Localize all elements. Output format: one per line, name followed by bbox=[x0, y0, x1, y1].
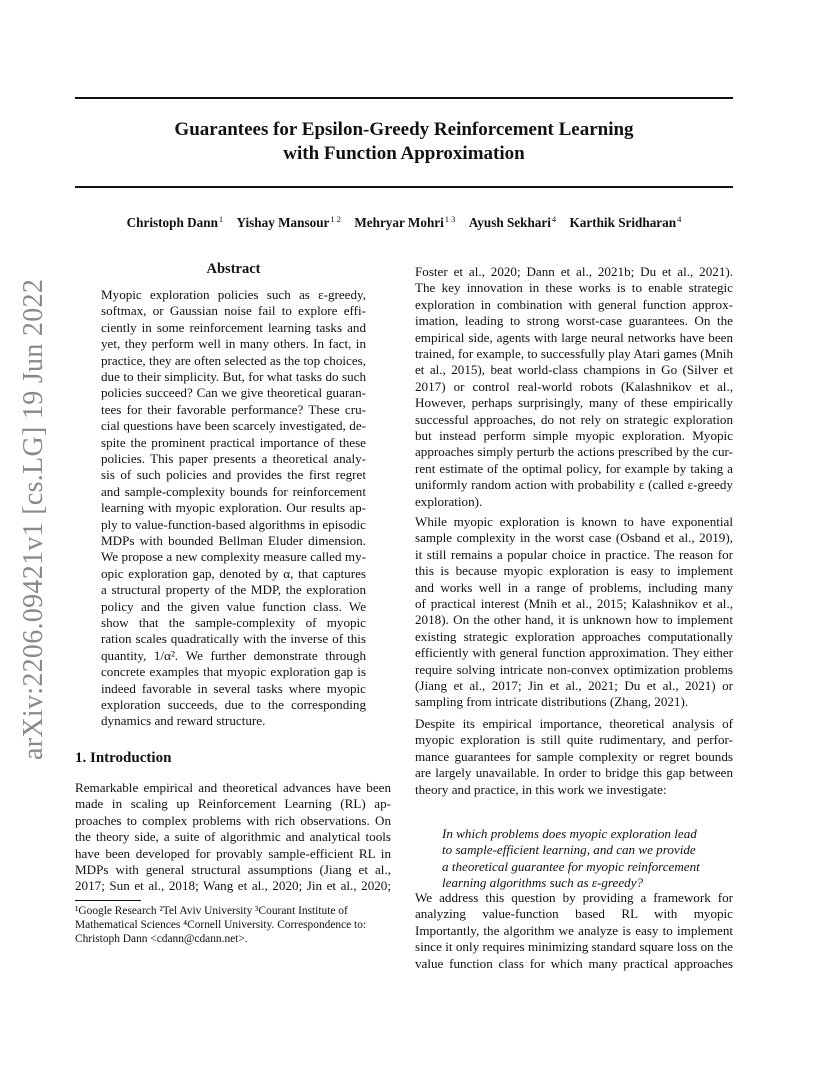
text-line: mance guarantees for sample complexity or regret bounds bbox=[415, 748, 733, 764]
text-line: and sample-complexity bounds for reinforcement bbox=[101, 483, 366, 499]
research-question-quote bbox=[442, 826, 700, 892]
text-line: exploration). bbox=[415, 493, 483, 509]
author: Mehryar Mohri$^{1 3}$ bbox=[354, 214, 456, 231]
footnote-line: Mathematical Sciences ⁴Cornell University. Correspondence to: bbox=[75, 919, 367, 932]
paper-title-line-1: Guarantees for Epsilon-Greedy Reinforcement Learning bbox=[174, 119, 634, 140]
text-line: this is because myopic exploration is easy to implement bbox=[415, 563, 733, 579]
text-line: Foster et al., 2020; Dann et al., 2021b; Du et al., 2021). bbox=[415, 264, 733, 279]
title-rule-bottom bbox=[75, 186, 733, 188]
quote-line: learning algorithms such as ε-greedy? bbox=[442, 875, 644, 891]
arxiv-identifier-stamp: arXiv:2206.09421v1 [cs.LG] 19 Jun 2022 bbox=[18, 278, 49, 760]
affiliation-footnote bbox=[75, 904, 391, 947]
abstract-heading: Abstract bbox=[206, 261, 261, 277]
text-line: Remarkable empirical and theoretical advances have been bbox=[75, 780, 391, 795]
text-line: myopic exploration is still quite rudimentary, and perfor- bbox=[415, 732, 733, 748]
quote-line: In which problems does myopic exploration lead bbox=[442, 826, 697, 841]
author: Yishay Mansour$^{1 2}$ bbox=[236, 214, 342, 231]
text-line: existing strategic exploration approaches computationally bbox=[415, 628, 733, 644]
text-line: The key innovation in these works is to enable strategic bbox=[415, 280, 733, 296]
text-line: policies succeed? Can we give theoretical guaran- bbox=[101, 385, 366, 401]
text-line: imation, leading to strong worst-case guarantees. On the bbox=[415, 313, 733, 329]
text-line: (Jiang et al., 2017; Jin et al., 2021; Du et al., 2021) or bbox=[415, 678, 733, 693]
text-line: 2018). On the other hand, it is unknown how to implement bbox=[415, 612, 733, 628]
text-line: MDPs with bounded Bellman Eluder dimension. bbox=[101, 533, 366, 548]
text-line: However, perhaps surprisingly, many of these empirically bbox=[415, 395, 733, 411]
text-line: are largely unavailable. In order to bridge this gap between bbox=[415, 765, 733, 781]
text-line: softmax, or Gaussian noise fail to explore effi- bbox=[101, 303, 366, 319]
text-line: We propose a new complexity measure called my- bbox=[101, 549, 366, 565]
text-line: ration scales quadratically with the inverse of this bbox=[101, 631, 366, 647]
text-line: exploration succeeds, due to the corresponding bbox=[101, 697, 366, 712]
text-line: rent estimate of the optimal policy, for example by taking a bbox=[415, 460, 733, 476]
text-line: We address this question by providing a framework for bbox=[415, 890, 733, 905]
text-line: tees for their favorable performance? These cru- bbox=[101, 401, 366, 417]
text-line: Importantly, the algorithm we analyze is easy to implement bbox=[415, 922, 733, 938]
text-line: sis of such policies and provides the first regret bbox=[101, 467, 366, 483]
text-line: concrete examples that myopic exploration gap is bbox=[101, 664, 366, 680]
text-line: sample complexity in the worst case (Osband et al., 2019), bbox=[415, 530, 733, 546]
text-line: due to their simplicity. But, for what tasks do such bbox=[101, 369, 366, 384]
introduction-heading: 1. Introduction bbox=[75, 750, 172, 766]
text-line: a structural property of the MDP, the exploration bbox=[101, 582, 366, 598]
text-line: cial questions have been scarcely investigated, de- bbox=[101, 418, 366, 434]
text-line: policies. This paper presents a theoretical analy- bbox=[101, 451, 366, 466]
text-line: Despite its empirical importance, theoretical analysis of bbox=[415, 716, 733, 731]
text-line: empirical side, agents with large neural networks have been bbox=[415, 329, 733, 345]
text-line: it still remains a popular choice in practice. The reason for bbox=[415, 546, 733, 562]
footnote-line: Christoph Dann <cdann@cdann.net>. bbox=[75, 933, 248, 946]
text-line: et al., 2015), beat world-class champions in Go (Silver et bbox=[415, 362, 733, 378]
text-line: analyzing value-function based RL with myopic bbox=[415, 906, 733, 922]
text-line: ply to value-function-based algorithms in episodic bbox=[101, 516, 366, 532]
text-line: spite the prominent practical importance of these bbox=[101, 434, 366, 450]
text-line: ciently in some reinforcement learning tasks and bbox=[101, 319, 366, 335]
text-line: exploration in combination with general function approx- bbox=[415, 296, 733, 312]
text-line: 2017; Sun et al., 2018; Wang et al., 2020; Jin et al., 2020; bbox=[75, 878, 391, 894]
text-line: successful approaches, do not rely on strategic exploration bbox=[415, 411, 733, 427]
text-line: yet, they perform well in many others. In fact, in bbox=[101, 336, 366, 352]
text-line: made in scaling up Reinforcement Learning (RL) ap- bbox=[75, 796, 391, 812]
text-line: but instead perform simple myopic exploration. Myopic bbox=[415, 428, 733, 443]
text-line: trained, for example, to successfully play Atari games (Mnih bbox=[415, 346, 733, 361]
text-line: the theory side, a suite of algorithmic and analytical tools bbox=[75, 829, 391, 845]
footnote-rule bbox=[75, 900, 141, 901]
text-line: sampling from intricate distributions (Zhang, 2021). bbox=[415, 694, 689, 710]
paper-title-line-2: with Function Approximation bbox=[283, 143, 525, 164]
author: Ayush Sekhari$^4$ bbox=[468, 214, 557, 231]
text-line: uniformly random action with probability ε (called ε-greedy bbox=[415, 477, 733, 493]
text-line: efficiently with general function approximation. They either bbox=[415, 645, 733, 661]
text-line: of practical interest (Mnih et al., 2015; Kalashnikov et al., bbox=[415, 596, 733, 611]
text-line: MDPs with general structural assumptions (Jiang et al., bbox=[75, 862, 391, 877]
quote-line: to sample-efficient learning, and can we provide bbox=[442, 842, 696, 858]
text-line: and works well in a range of problems, including many bbox=[415, 579, 733, 595]
quote-line: a theoretical guarantee for myopic reinforcement bbox=[442, 858, 700, 874]
text-line: value function class for which many practical approaches bbox=[415, 955, 733, 971]
text-line: since it only requires minimizing standard square loss on the bbox=[415, 939, 733, 955]
text-line: approaches simply perturb the actions prescribed by the cur- bbox=[415, 444, 733, 460]
author: Christoph Dann$^1$ bbox=[126, 214, 224, 231]
text-line: dynamics and reward structure. bbox=[101, 713, 266, 729]
text-line: require solving intricate non-convex optimization problems bbox=[415, 661, 733, 677]
text-line: indeed favorable in several tasks where myopic bbox=[101, 680, 366, 696]
text-line: Myopic exploration policies such as ε-greedy, bbox=[101, 287, 366, 302]
text-line: practice, they are often selected as the top choices, bbox=[101, 352, 366, 368]
text-line: proaches to complex problems with rich observations. On bbox=[75, 812, 391, 828]
title-rule-top bbox=[75, 97, 733, 99]
text-line: theory and practice, in this work we investigate: bbox=[415, 781, 667, 797]
text-line: opic exploration gap, denoted by α, that captures bbox=[101, 565, 366, 581]
text-line: While myopic exploration is known to have exponential bbox=[415, 514, 733, 529]
text-line: policy and the given value function class. We bbox=[101, 598, 366, 614]
footnote-line: ¹Google Research ²Tel Aviv University ³Courant Institute of bbox=[75, 905, 348, 917]
text-line: 2017) or control real-world robots (Kalashnikov et al., bbox=[415, 378, 733, 394]
author-list bbox=[75, 214, 733, 231]
text-line: quantity, 1/α². We further demonstrate through bbox=[101, 647, 366, 663]
text-line: learning with myopic exploration. Our results ap- bbox=[101, 500, 366, 516]
author: Karthik Sridharan$^4$ bbox=[569, 214, 682, 231]
text-line: show that the sample-complexity of myopic bbox=[101, 615, 366, 630]
text-line: have been developed for provably sample-efficient RL in bbox=[75, 845, 391, 861]
